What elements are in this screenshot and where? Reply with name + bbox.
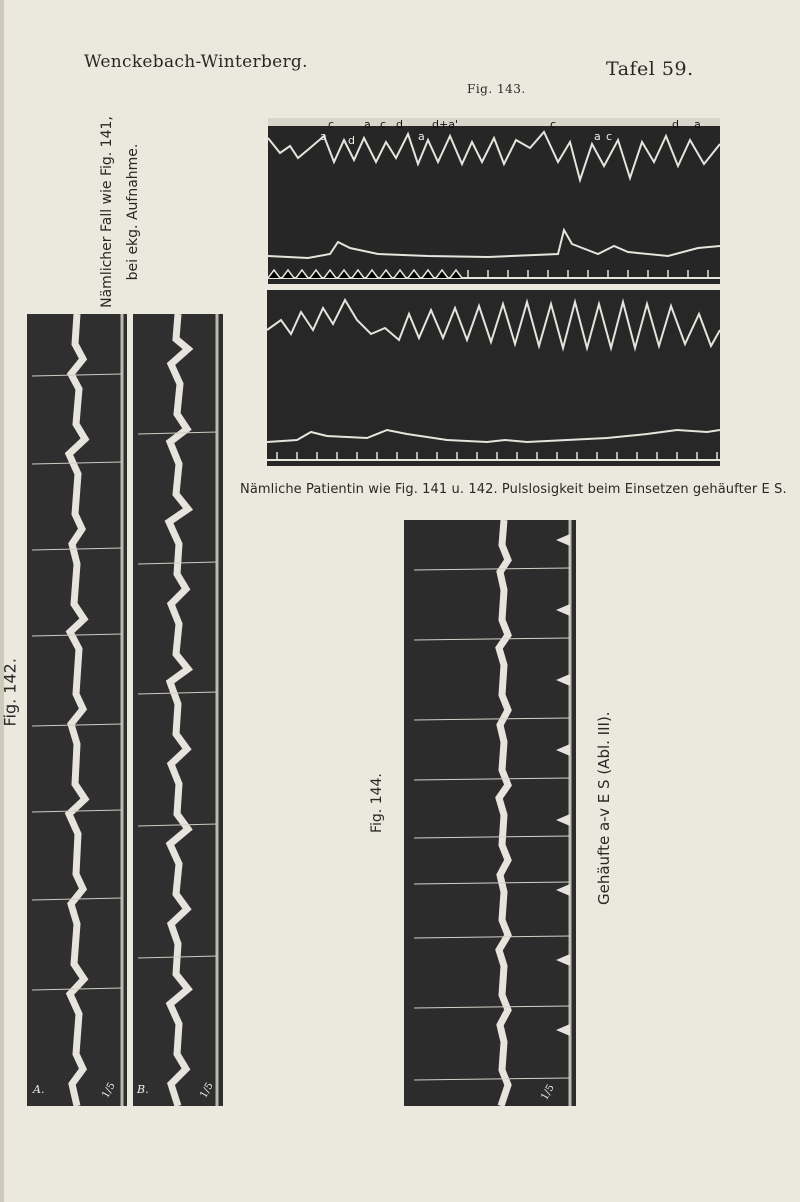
fig143-annotation-9: c [550, 118, 557, 131]
fig142-label: Fig. 142. [0, 658, 20, 727]
fig143-annotation-12: d [672, 118, 679, 131]
fig144-speed: 1/5 [539, 1082, 557, 1103]
fig141-caption-line2: bei ekg. Aufnahme. [125, 143, 141, 281]
fig143-annotation-4: a [364, 118, 371, 131]
fig143-annotation-7: d+a' [432, 118, 458, 131]
fig142-strip-a-speed: 1/5 [100, 1080, 118, 1101]
plate-number: Tafel 59. [606, 58, 694, 80]
author-header: Wenckebach-Winterberg. [84, 52, 308, 72]
fig144-label: Fig. 144. [369, 773, 385, 833]
fig142-strip-b-trace [133, 314, 223, 1106]
fig143-annotation-5: c [380, 118, 387, 131]
fig142-strip-b-speed: 1/5 [198, 1080, 216, 1101]
fig142-strip-a [27, 314, 127, 1106]
fig143-upper-panel [268, 118, 720, 284]
fig143-annotation-2: a [320, 130, 327, 143]
fig143-annotation-1: c [328, 118, 335, 131]
fig143-annotation-10: a [594, 130, 601, 143]
fig143-annotation-3: d [348, 134, 355, 147]
fig142-strip-b-marker: B. [137, 1083, 149, 1096]
fig143-annotation-6: d [396, 118, 403, 131]
fig143-annotation-8: a [418, 130, 425, 143]
fig142-strip-a-marker: A. [33, 1083, 45, 1096]
page-edge [0, 0, 4, 1202]
fig141-caption [94, 72, 146, 352]
fig144-caption: Gehäufte a-v E S (Abl. III). [595, 711, 613, 905]
fig143-lower-trace [267, 290, 720, 466]
fig143-upper-trace [268, 118, 720, 284]
fig143-lower-panel [267, 290, 720, 466]
fig143-annotation-13: a [694, 118, 701, 131]
fig142-strip-a-trace [27, 314, 127, 1106]
fig143-annotation-11: c [606, 130, 613, 143]
fig144-trace [404, 520, 576, 1106]
fig144-strip [404, 520, 576, 1106]
fig143-label: Fig. 143. [467, 82, 526, 96]
fig141-caption-line1: Nämlicher Fall wie Fig. 141, [99, 116, 115, 308]
fig143-caption: Nämliche Patientin wie Fig. 141 u. 142. Pulslosigkeit beim Einsetzen gehäufter E S. [240, 482, 787, 497]
fig142-strip-b [133, 314, 223, 1106]
